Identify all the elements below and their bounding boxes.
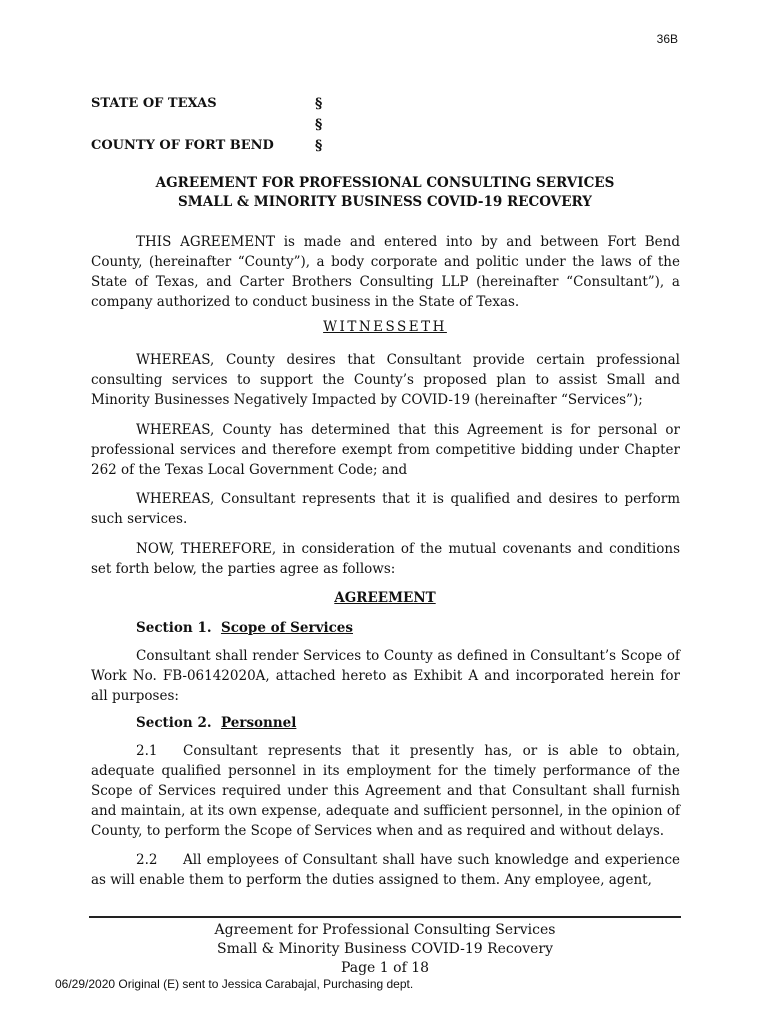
intro-paragraph: THIS AGREEMENT is made and entered into by and between Fort Bend County, (hereinafter “County”), a body corporate and politic under the laws of the State of Texas, and Carter Brothers Consulting LLP (hereinafter “Consultant”), a company authorized to conduct business in the State of Texas. <box>91 234 680 310</box>
section-1-title: Scope of Services <box>220 620 353 636</box>
item-text: Consultant represents that it presently has, or is able to obtain, adequate qualified personnel in its employment for the timely performance of the Scope of Services required under this Agreement and that Consultant shall furnish and maintain, at its own expense, adequate and sufficient personnel, in the opinion of County, to perform the Scope of Services when and as required and without delays. <box>91 743 680 839</box>
section-mark: § <box>315 117 323 133</box>
footer-line-1: Agreement for Professional Consulting Services <box>214 922 556 938</box>
item-number: 2.1 <box>136 743 158 759</box>
page-code: 36B <box>656 32 678 46</box>
item-text: All employees of Consultant shall have such knowledge and experience as will enable them to perform the duties assigned to them. Any employee, agent, <box>91 852 680 888</box>
item-number: 2.2 <box>136 852 158 868</box>
section-1-text: Consultant shall render Services to County as defined in Consultant’s Scope of Work No. FB-06142020A, attached hereto as Exhibit A and incorporated herein for all purposes: <box>91 648 680 704</box>
section-2-item <box>91 850 680 890</box>
title-line-2: SMALL & MINORITY BUSINESS COVID-19 RECOVERY <box>178 194 592 210</box>
now-therefore-paragraph: NOW, THEREFORE, in consideration of the mutual covenants and conditions set forth below, the parties agree as follows: <box>91 541 680 577</box>
caption-county: COUNTY OF FORT BEND <box>91 138 274 153</box>
section-2-label: Section 2. <box>136 715 212 731</box>
whereas-paragraph: WHEREAS, County has determined that this Agreement is for personal or professional services and therefore exempt from competitive bidding under Chapter 262 of the Texas Local Government Code; and <box>91 422 680 478</box>
section-mark: § <box>315 138 323 154</box>
title-line-1: AGREEMENT FOR PROFESSIONAL CONSULTING SERVICES <box>155 175 615 191</box>
agreement-heading: AGREEMENT <box>334 590 436 606</box>
whereas-paragraph: WHEREAS, County desires that Consultant provide certain professional consulting services to support the County’s proposed plan to assist Small and Minority Businesses Negatively Impacted by COVID-19 (hereinafter “Services”); <box>91 352 680 408</box>
footer-page-number: Page 1 of 18 <box>340 960 430 976</box>
section-2-title: Personnel <box>220 715 297 731</box>
section-mark: § <box>315 96 323 112</box>
witnesseth-heading: WITNESSETH <box>323 319 447 335</box>
whereas-paragraph: WHEREAS, Consultant represents that it is qualified and desires to perform such services. <box>91 491 680 527</box>
section-2-item <box>91 741 680 841</box>
section-1-heading <box>136 620 353 636</box>
file-note: 06/29/2020 Original (E) sent to Jessica Carabajal, Purchasing dept. <box>55 977 414 991</box>
section-2-heading <box>136 715 296 731</box>
footer-line-2: Small & Minority Business COVID-19 Recovery <box>217 941 553 957</box>
section-1-label: Section 1. <box>136 620 212 636</box>
footer-rule <box>89 916 681 918</box>
caption-state: STATE OF TEXAS <box>91 96 217 111</box>
